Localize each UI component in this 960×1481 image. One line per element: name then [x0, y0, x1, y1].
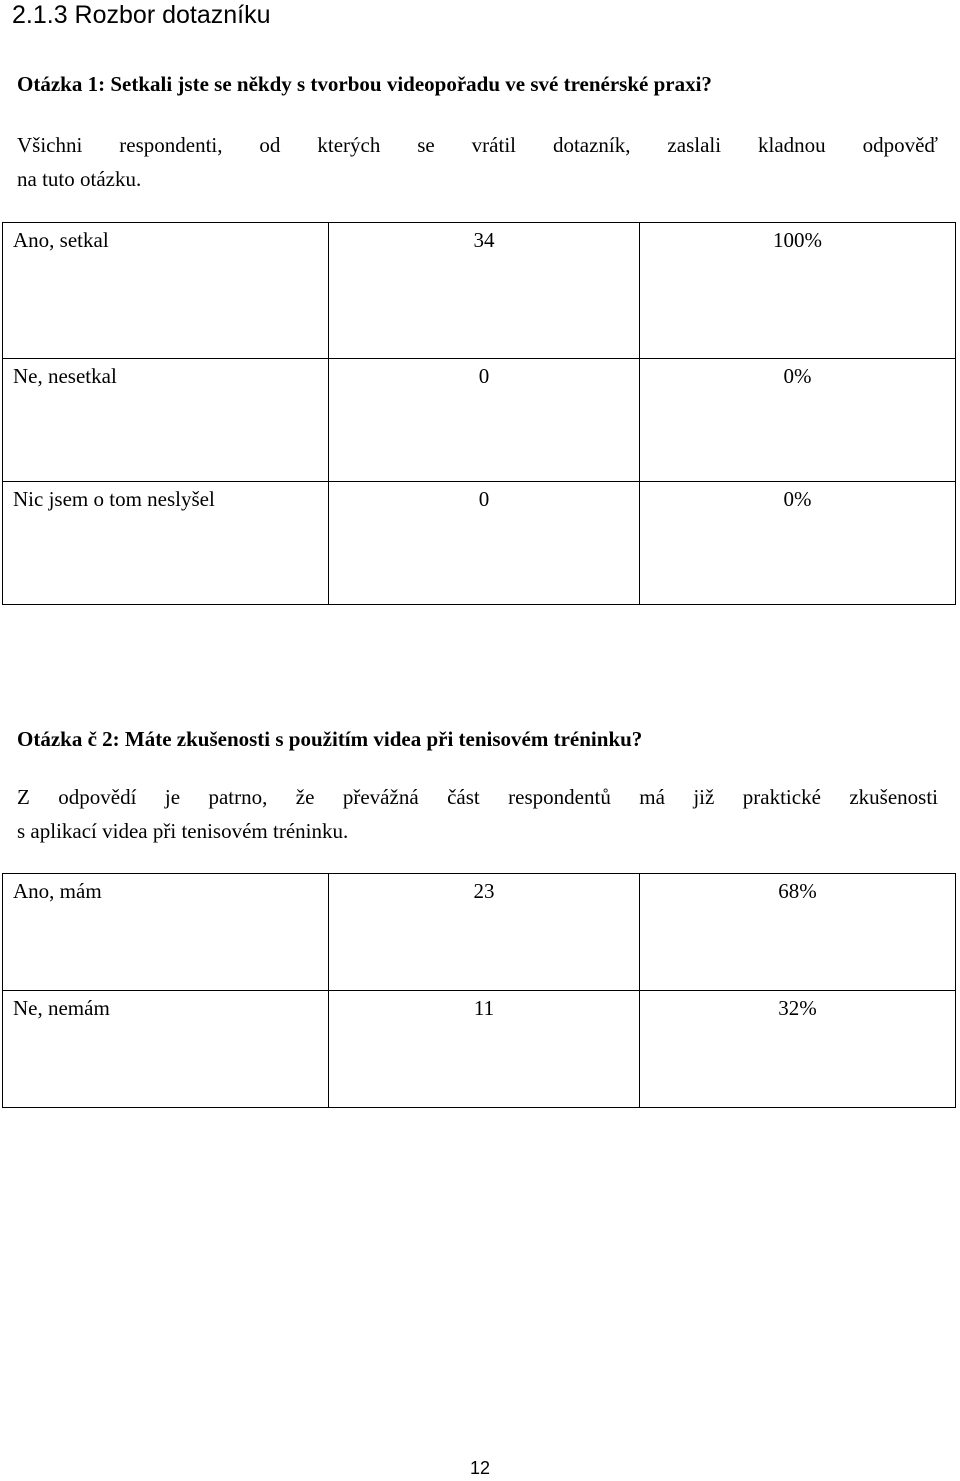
percent-cell: 0% — [640, 482, 956, 605]
table-row — [3, 874, 956, 991]
q2-paragraph-line-2: s aplikací videa při tenisovém tréninku. — [17, 819, 349, 843]
percent-cell: 100% — [640, 223, 956, 359]
table-row — [3, 223, 956, 359]
q1-paragraph-line-2: na tuto otázku. — [17, 167, 142, 191]
percent-cell: 32% — [640, 991, 956, 1108]
section-heading: 2.1.3 Rozbor dotazníku — [12, 1, 271, 29]
answer-cell: Ano, mám — [3, 874, 329, 991]
answer-cell: Nic jsem o tom neslyšel — [3, 482, 329, 605]
question-2: Otázka č 2: Máte zkušenosti s použitím videa při tenisovém tréninku? — [17, 727, 643, 751]
q1-paragraph-line-1: Všichni respondenti, od kterých se vrátil dotazník, zaslali kladnou odpověď — [17, 133, 938, 157]
count-cell: 11 — [329, 991, 640, 1108]
table-row — [3, 482, 956, 605]
answer-cell: Ano, setkal — [3, 223, 329, 359]
percent-cell: 0% — [640, 359, 956, 482]
q1-paragraph — [17, 128, 938, 196]
answer-cell: Ne, nesetkal — [3, 359, 329, 482]
q1-answers-table — [2, 222, 956, 605]
percent-cell: 68% — [640, 874, 956, 991]
table-row — [3, 991, 956, 1108]
count-cell: 34 — [329, 223, 640, 359]
answer-cell: Ne, nemám — [3, 991, 329, 1108]
q2-paragraph — [17, 780, 938, 848]
q2-paragraph-line-1: Z odpovědí je patrno, že převážná část respondentů má již praktické zkušenosti — [17, 785, 938, 809]
count-cell: 23 — [329, 874, 640, 991]
page-number: 12 — [469, 1458, 491, 1478]
count-cell: 0 — [329, 482, 640, 605]
count-cell: 0 — [329, 359, 640, 482]
table-row — [3, 359, 956, 482]
q2-answers-table — [2, 873, 956, 1108]
question-1: Otázka 1: Setkali jste se někdy s tvorbou videopořadu ve své trenérské praxi? — [17, 72, 712, 96]
